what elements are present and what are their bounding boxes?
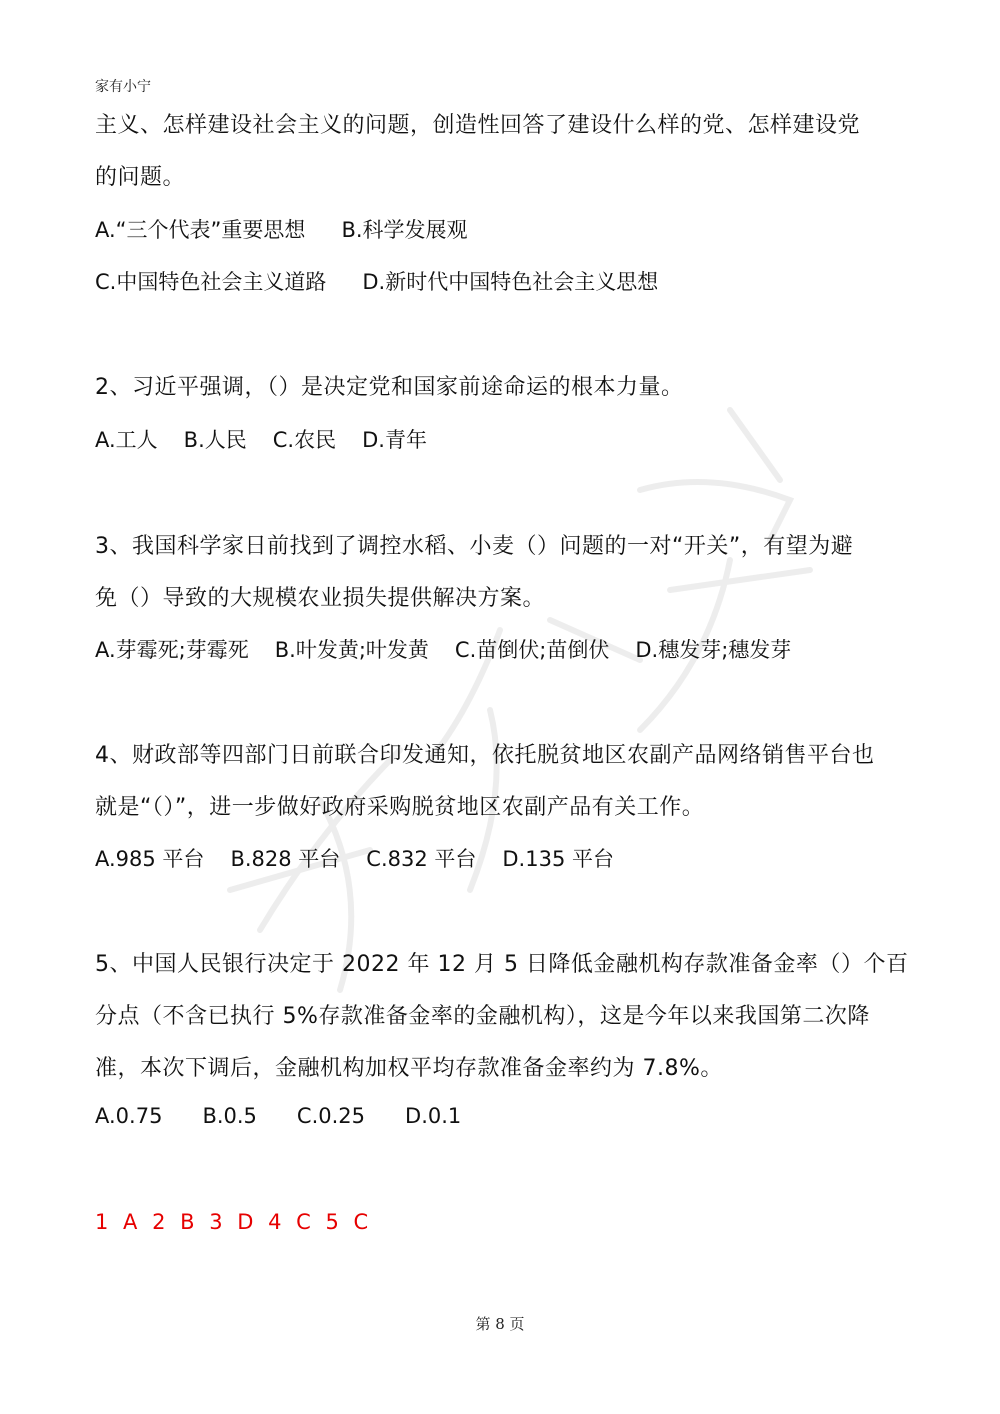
q2-option-d: D.青年 [362,428,427,452]
q3-text-line2: 免（）导致的大规模农业损失提供解决方案。 [95,586,546,611]
q2-options [95,424,453,454]
answer-key: 1 A 2 B 3 D 4 C 5 C [95,1210,373,1234]
q4-text-line2: 就是“（）”，进一步做好政府采购脱贫地区农副产品有关工作。 [95,795,705,820]
q2-text-line1: 2、习近平强调，（）是决定党和国家前途命运的根本力量。 [95,375,684,400]
q3-options [95,634,817,664]
q5-option-d: D.0.1 [405,1104,462,1128]
q5-option-c: C.0.25 [296,1104,366,1128]
q1-text-line1: 主义、怎样建设社会主义的问题，创造性回答了建设什么样的党、怎样建设党 [95,113,861,138]
q3-option-c: C.苗倒伏;苗倒伏 [454,638,610,662]
page-header: 家有小宁 [95,79,151,95]
q1-options-row2 [95,266,684,296]
q4-option-b: B.828 平台 [230,847,341,871]
watermark-text: 家有小宁 [510,702,550,713]
q5-text-line3: 准，本次下调后，金融机构加权平均存款准备金率约为 7.8%。 [95,1056,723,1081]
q3-option-b: B.叶发黄;叶发黄 [274,638,429,662]
q1-options-row1 [95,214,494,244]
q4-option-c: C.832 平台 [366,847,477,871]
q2-option-c: C.农民 [272,428,337,452]
q4-option-a: A.985 平台 [95,847,205,871]
q5-option-b: B.0.5 [202,1104,257,1128]
q2-option-a: A.工人 [95,428,158,452]
q5-option-a: A.0.75 [95,1104,163,1128]
q3-text-line1: 3、我国科学家日前找到了调控水稻、小麦（）问题的一对“开关”，有望为避 [95,534,854,559]
q4-option-d: D.135 平台 [502,847,614,871]
q2-option-b: B.人民 [183,428,247,452]
q1-option-a: A.“三个代表”重要思想 [95,218,306,242]
q1-option-c: C.中国特色社会主义道路 [95,270,327,294]
q4-options [95,843,640,873]
q4-text-line1: 4、财政部等四部门日前联合印发通知，依托脱贫地区农副产品网络销售平台也 [95,743,875,768]
q3-option-a: A.芽霉死;芽霉死 [95,638,249,662]
q5-text-line2: 分点（不含已执行 5%存款准备金率的金融机构），这是今年以来我国第二次降 [95,1004,870,1029]
q1-option-b: B.科学发展观 [341,218,468,242]
q1-text-line2: 的问题。 [95,165,186,190]
page-number: 第 8 页 [475,1315,525,1333]
q3-option-d: D.穗发芽;穗发芽 [635,638,792,662]
q5-options [95,1104,487,1128]
q1-option-d: D.新时代中国特色社会主义思想 [362,270,659,294]
q5-text-line1: 5、中国人民银行决定于 2022 年 12 月 5 日降低金融机构存款准备金率（）个百 [95,952,909,977]
